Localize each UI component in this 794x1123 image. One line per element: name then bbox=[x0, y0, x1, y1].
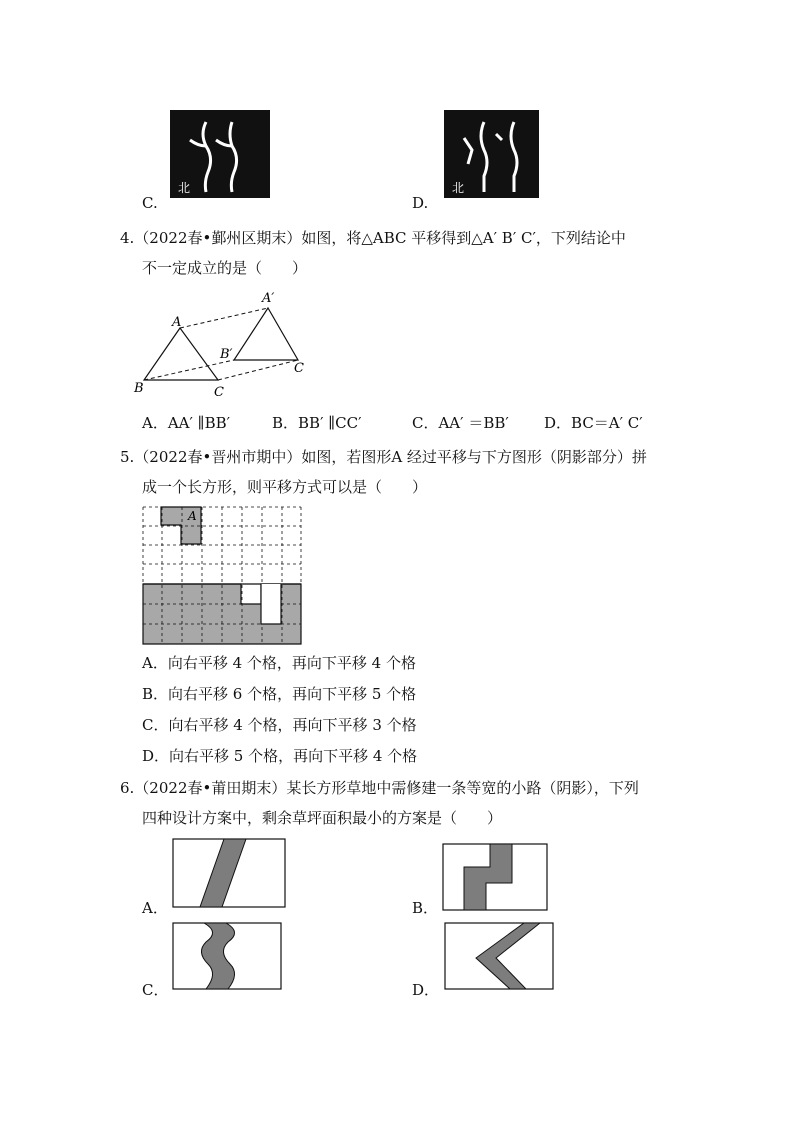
q4-triangle-a2b2c2 bbox=[234, 308, 298, 360]
q6-stem-line2: 四种设计方案中，剩余草坪面积最小的方案是（ ） bbox=[142, 809, 503, 827]
q6-option-b-figure bbox=[442, 843, 550, 913]
q6-option-b-label[interactable]: B． bbox=[412, 899, 439, 917]
q4-label-c: C bbox=[214, 385, 224, 400]
q6-stem-line1: 6.（2022春•莆田期末）某长方形草地中需修建一条等宽的小路（阴影），下列 bbox=[120, 779, 639, 797]
q3-option-c-glyph: 北 bbox=[178, 181, 191, 195]
q4-option-b[interactable]: B．BB′ ∥CC′ bbox=[272, 414, 362, 432]
q4-dashed-bb2 bbox=[144, 360, 234, 380]
q3-option-c-image bbox=[170, 110, 270, 198]
q4-option-d[interactable]: D．BC＝A′ C′ bbox=[544, 414, 643, 432]
q4-triangle-figure bbox=[130, 288, 320, 404]
q3-option-d-glyph: 北 bbox=[452, 181, 465, 195]
q6-option-a-figure bbox=[172, 838, 288, 910]
q4-option-c[interactable]: C．AA′ ＝BB′ bbox=[412, 414, 509, 432]
q5-grid-figure bbox=[142, 506, 304, 646]
q3-option-d-image bbox=[444, 110, 539, 198]
q4-option-a[interactable]: A．AA′ ∥BB′ bbox=[142, 414, 231, 432]
q4-stem-line1: 4.（2022春•鄞州区期末）如图，将△ABC 平移得到△A′ B′ C′，下列结论中 bbox=[120, 229, 626, 247]
q5-option-d[interactable]: D．向右平移 5 个格，再向下平移 4 个格 bbox=[142, 747, 418, 765]
q6-option-c-figure bbox=[172, 922, 284, 992]
q5-option-b[interactable]: B．向右平移 6 个格，再向下平移 5 个格 bbox=[142, 685, 417, 703]
q4-label-a2: A′ bbox=[262, 291, 275, 306]
q4-label-b2: B′ bbox=[220, 347, 233, 362]
q4-stem-line2: 不一定成立的是（ ） bbox=[142, 259, 308, 277]
q3-option-c-label: C. bbox=[142, 194, 158, 212]
q4-label-b: B bbox=[134, 381, 144, 396]
q6-option-d-figure bbox=[444, 922, 556, 992]
q5-stem-line1: 5.（2022春•晋州市期中）如图，若图形A 经过平移与下方图形（阴影部分）拼 bbox=[120, 448, 647, 466]
q4-label-a: A bbox=[172, 315, 182, 330]
q6-option-d-label[interactable]: D． bbox=[412, 981, 440, 999]
q3-option-d-figure bbox=[444, 110, 539, 198]
q4-dashed-aa2 bbox=[180, 308, 268, 328]
q5-option-a[interactable]: A．向右平移 4 个格，再向下平移 4 个格 bbox=[142, 654, 416, 672]
q5-stem-line2: 成一个长方形，则平移方式可以是（ ） bbox=[142, 478, 428, 496]
q6-option-c-label[interactable]: C． bbox=[142, 981, 169, 999]
q4-label-c2: C bbox=[294, 361, 304, 376]
q3-option-d-label: D. bbox=[412, 194, 429, 212]
q5-shape-a-label: A bbox=[188, 509, 197, 523]
q6-option-a-label[interactable]: A． bbox=[142, 899, 168, 917]
q5-option-c[interactable]: C．向右平移 4 个格，再向下平移 3 个格 bbox=[142, 716, 417, 734]
q3-option-c-figure bbox=[170, 110, 270, 198]
q4-dashed-cc2 bbox=[218, 360, 298, 380]
